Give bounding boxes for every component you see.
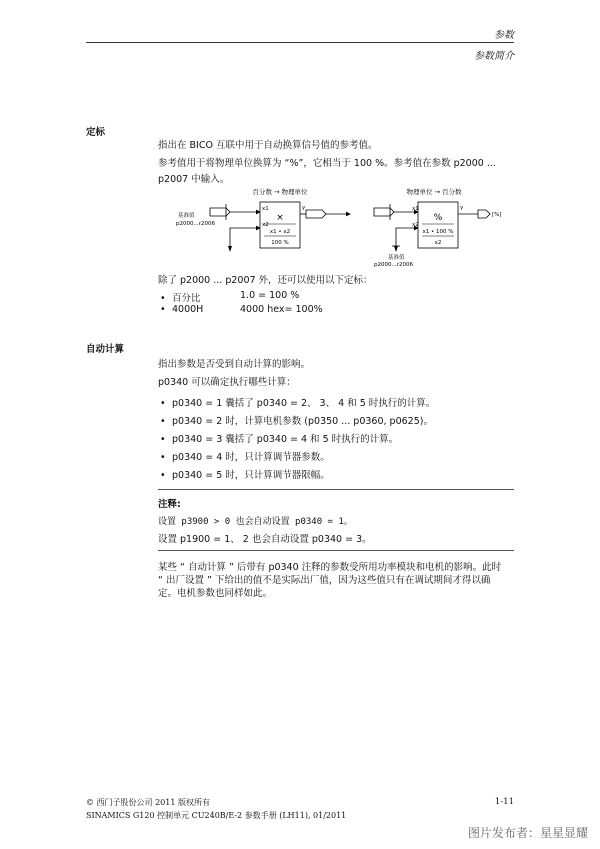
scaling-diagram-percent-to-physical (170, 184, 360, 264)
diagram1-title: 百分数 → 物理单位 (252, 188, 308, 196)
diagram2-formula: x1 • 100 % (422, 229, 454, 235)
auto-bullet-3: • p0340 = 3 囊括了 p0340 = 4 和 5 时执行的计算。 (160, 434, 399, 445)
diagram1-denominator: 100 % (271, 240, 289, 246)
diagram1-input-connector (210, 208, 230, 216)
diagram2-y-label: y (460, 205, 464, 211)
diagram1-ref-label: 基准值 (178, 213, 195, 219)
diagram1-output-connector (306, 210, 326, 218)
diagram2-denominator: x2 (434, 240, 442, 246)
definition-line-2: 参考值用于将物理单位换算为 “%”，它相当于 100 %。参考值在参数 p2000 ... (158, 158, 496, 169)
auto-bullet-5: • p0340 = 5 时，只计算调节器限幅。 (160, 470, 330, 481)
footer-manual: SINAMICS G120 控制单元 CU240B/E-2 参数手册 (LH11), 01/2011 (86, 811, 347, 820)
note-top-rule (158, 489, 514, 490)
header-rule (86, 42, 514, 43)
diagram2-title: 物理单位 → 百分数 (406, 188, 462, 196)
diagram2-operator: % (433, 213, 443, 223)
diagram1-y-label: y (302, 205, 306, 211)
definition-heading: 定标 (86, 127, 106, 138)
chapter-title: 参数 (494, 30, 514, 41)
diagram2-ref-label: 基准值 (388, 255, 405, 261)
scaling-bullet-2-value: 4000 hex= 100% (240, 304, 323, 315)
scaling-bullet-1: • 百分比 1.0 = 100 % (160, 290, 300, 304)
diagram2-x2-label: x2 (412, 222, 419, 228)
diagram2-input-connector (374, 208, 394, 216)
definition-line-3: p2007 中输入。 (158, 174, 230, 185)
diagram1-formula: x1 • x2 (269, 229, 291, 235)
note-line-1: 设置 p3900 > 0 也会自动设置 p0340 = 1。 (158, 517, 353, 527)
auto-para-line-3: 定。电机参数也同样如此。 (158, 588, 273, 599)
page-number: 1-11 (494, 797, 514, 807)
auto-bullet-4-text: p0340 = 4 时，只计算调节器参数。 (172, 452, 330, 463)
auto-heading: 自动计算 (86, 344, 125, 355)
definition-line-4: 除了 p2000 ... p2007 外，还可以使用以下定标： (158, 275, 373, 286)
auto-bullet-5-text: p0340 = 5 时，只计算调节器限幅。 (172, 470, 330, 481)
auto-line-1: 指出参数是否受到自动计算的影响。 (158, 359, 311, 370)
footer-copyright: © 西门子股份公司 2011 版权所有 (86, 798, 210, 807)
diagram2-output-connector (478, 210, 490, 218)
diagram2-ref-params: p2000...r2006 (374, 262, 413, 268)
auto-bullet-4: • p0340 = 4 时，只计算调节器参数。 (160, 452, 330, 463)
auto-bullet-2-text: p0340 = 2 时，计算电机参数 (p0350 ... p0360, p0625)。 (172, 416, 433, 427)
auto-bullet-1-text: p0340 = 1 囊括了 p0340 = 2、 3、 4 和 5 时执行的计算。 (172, 398, 436, 409)
auto-para-line-2: “ 出厂设置 ” 下给出的值不是实际出厂值，因为这些值只有在调试期间才得以确 (158, 575, 491, 586)
diagram2-x1-label: x1 (412, 206, 419, 212)
auto-bullet-2: • p0340 = 2 时，计算电机参数 (p0350 ... p0360, p0625)。 (160, 416, 433, 427)
section-title: 参数简介 (474, 51, 514, 62)
note-line-2: 设置 p1900 = 1、 2 也会自动设置 p0340 = 3。 (158, 534, 372, 545)
definition-line-1: 指出在 BICO 互联中用于自动换算信号值的参考值。 (158, 140, 378, 151)
scaling-bullet-2-name: 4000H (172, 304, 204, 315)
auto-para-line-1: 某些 “ 自动计算 ” 后带有 p0340 注释的参数受所用功率模块和电机的影响。此时 (158, 562, 502, 573)
diagram1-operator: × (276, 213, 284, 223)
diagram1-ref-params: p2000...r2006 (176, 221, 215, 227)
diagram1-x2-label: x2 (262, 222, 269, 228)
diagram2-output-unit: [%] (492, 212, 502, 218)
scaling-bullet-1-value: 1.0 = 100 % (240, 290, 300, 301)
auto-bullet-3-text: p0340 = 3 囊括了 p0340 = 4 和 5 时执行的计算。 (172, 434, 399, 445)
note-bottom-rule (158, 550, 514, 551)
watermark: 图片发布者：星星显耀 (467, 826, 588, 840)
scaling-diagram-physical-to-percent (366, 184, 516, 270)
auto-bullet-1: • p0340 = 1 囊括了 p0340 = 2、 3、 4 和 5 时执行的计算。 (160, 398, 436, 409)
diagram1-x1-label: x1 (262, 206, 269, 212)
auto-line-2: p0340 可以确定执行哪些计算： (158, 377, 296, 388)
scaling-bullet-1-name: 百分比 (172, 293, 201, 304)
note-title: 注释: (158, 499, 181, 510)
scaling-bullet-2: • 4000H 4000 hex= 100% (160, 304, 323, 315)
